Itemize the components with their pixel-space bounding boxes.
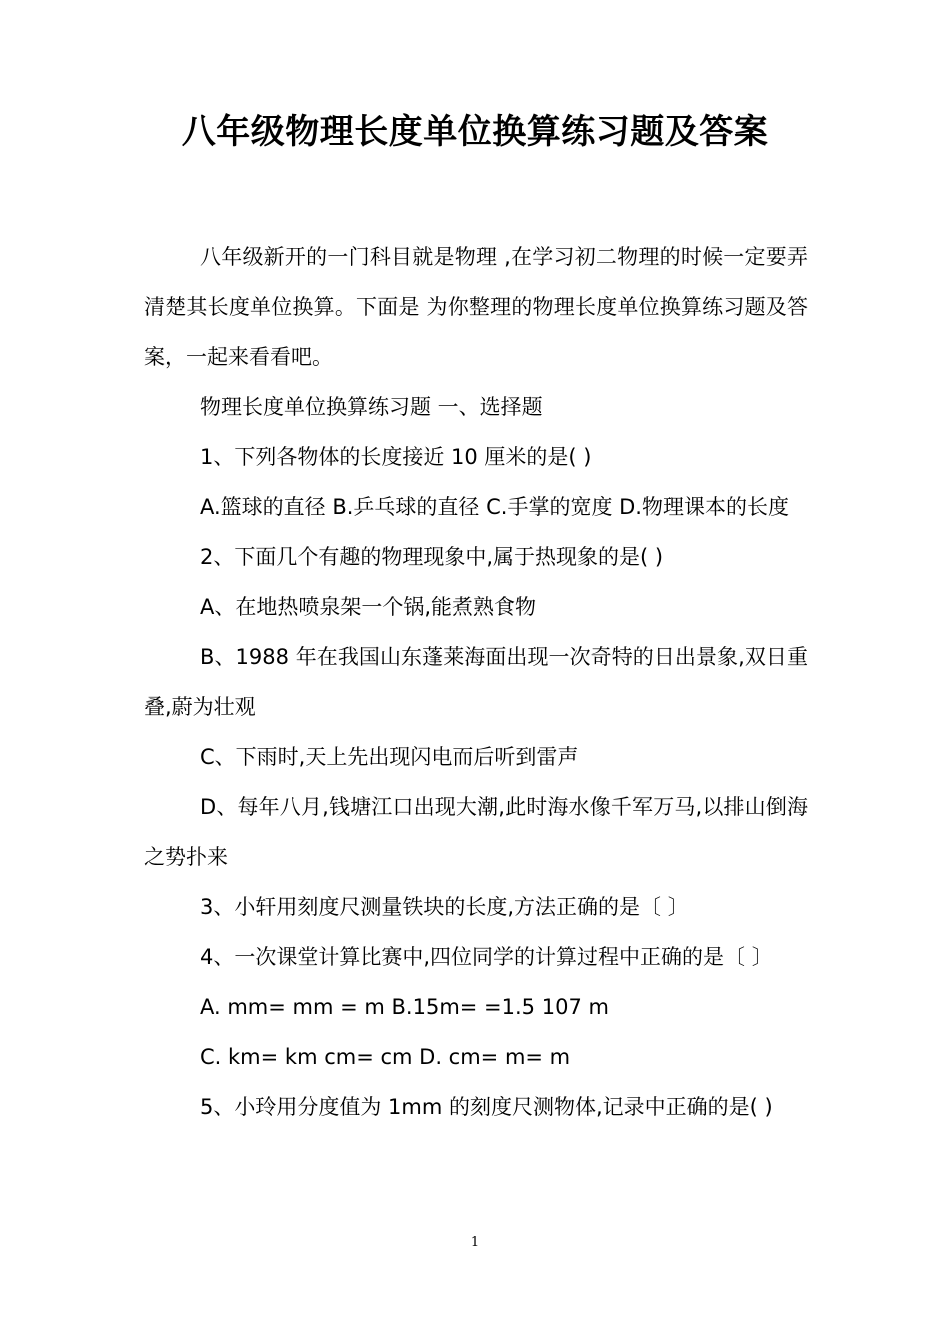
question-4-options-cd: C. km= km cm= cm D. cm= m= m [200, 1045, 571, 1069]
question-5: 5、小玲用分度值为 1mm 的刻度尺测物体,记录中正确的是( ) [200, 1095, 773, 1119]
question-2-option-b: B、1988 年在我国山东蓬莱海面出现一次奇特的日出景象,双日重叠,蔚为壮观 [144, 645, 808, 719]
question-2-option-c: C、下雨时,天上先出现闪电而后听到雷声 [200, 745, 579, 769]
question-4-options-ab: A. mm= mm = m B.15m= =1.5 107 m [200, 995, 609, 1019]
section-heading: 物理长度单位换算练习题 一、选择题 [200, 395, 543, 419]
question-3: 3、小轩用刻度尺测量铁块的长度,方法正确的是〔 〕 [200, 895, 689, 919]
question-1-options: A.篮球的直径 B.乒乓球的直径 C.手掌的宽度 D.物理课本的长度 [200, 495, 789, 519]
intro-paragraph: 八年级新开的一门科目就是物理 ,在学习初二物理的时候一定要弄清楚其长度单位换算。下面是 为你整理的物理长度单位换算练习题及答案，一起来看看吧。 [144, 245, 808, 369]
page-number: 1 [470, 1235, 480, 1250]
question-2-option-a: A、在地热喷泉架一个锅,能煮熟食物 [200, 595, 537, 619]
question-2: 2、下面几个有趣的物理现象中,属于热现象的是( ) [200, 545, 664, 569]
document-title: 八年级物理长度单位换算练习题及答案 [181, 112, 769, 152]
question-4: 4、一次课堂计算比赛中,四位同学的计算过程中正确的是〔 〕 [200, 945, 773, 969]
document-body [144, 232, 808, 1132]
question-1: 1、下列各物体的长度接近 10 厘米的是( ) [200, 445, 592, 469]
question-2-option-d: D、每年八月,钱塘江口出现大潮,此时海水像千军万马,以排山倒海之势扑来 [144, 795, 808, 869]
